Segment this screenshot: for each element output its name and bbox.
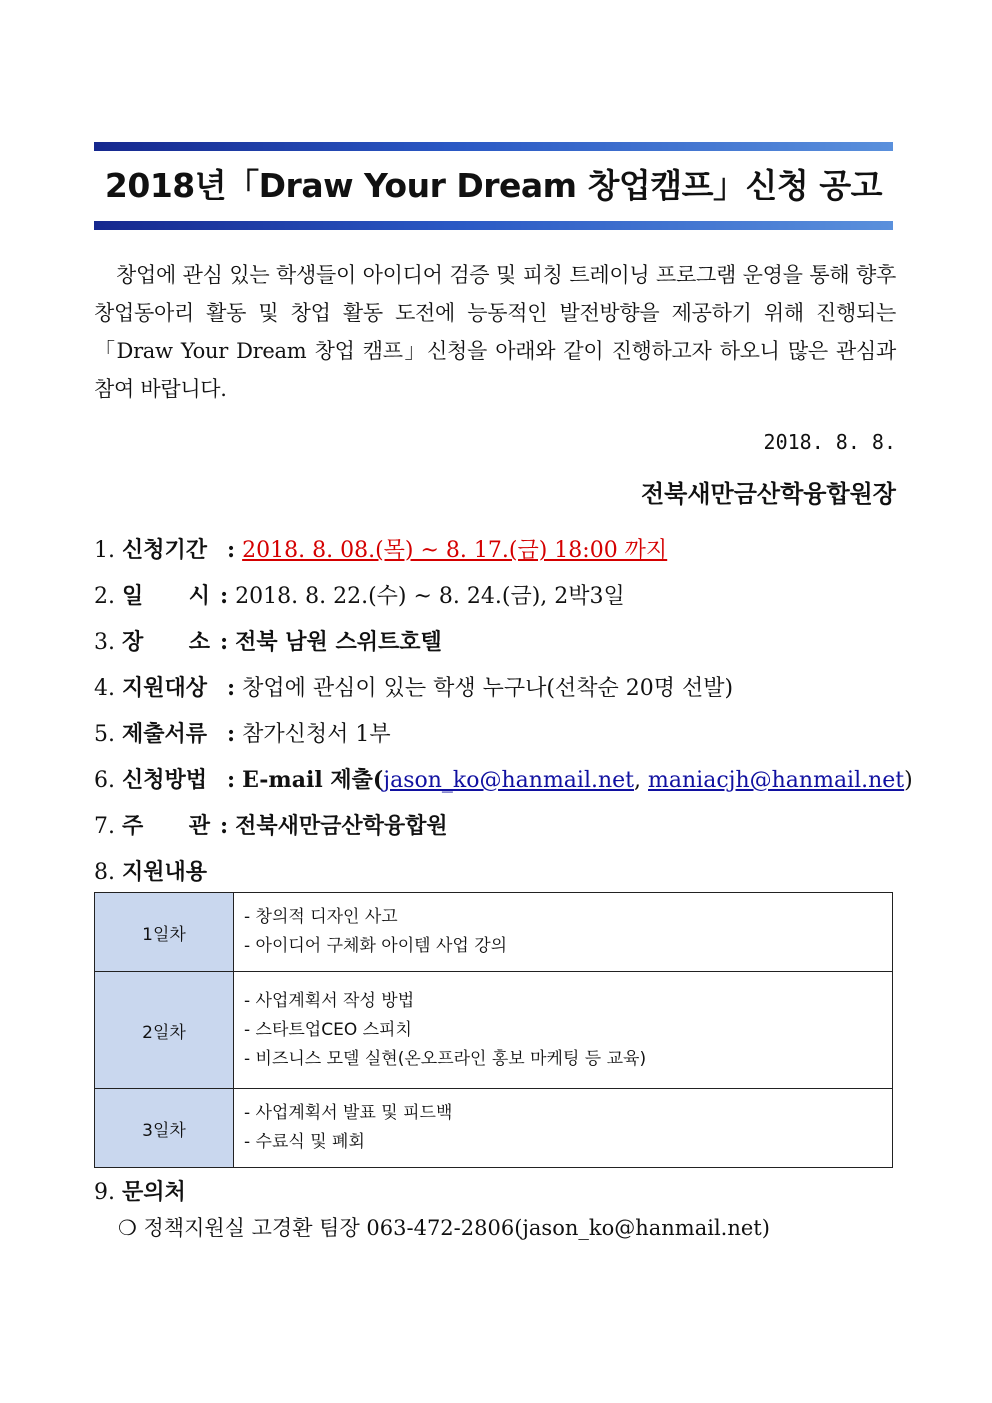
- item-eligibility: [94, 670, 733, 707]
- item-number: 1.: [94, 538, 115, 563]
- item-value: 전북 남원 스위트호텔: [235, 629, 442, 655]
- item-value: 2018. 8. 22.(수) ~ 8. 24.(금), 2박3일: [235, 584, 625, 609]
- item-label: 신청기간: [122, 537, 208, 563]
- title-bar-top: [94, 142, 893, 151]
- item-documents: [94, 716, 391, 753]
- item-contact: [94, 1174, 186, 1211]
- bullet-circle-icon: ❍: [118, 1216, 137, 1240]
- item-label: 주 관: [122, 813, 210, 839]
- activity-line: - 아이디어 구체화 아이템 사업 강의: [244, 936, 508, 956]
- organization-signature: 전북새만금산학융합원장: [640, 479, 896, 508]
- item-schedule-dates: [94, 578, 625, 615]
- contact-line: [118, 1210, 770, 1246]
- intro-paragraph: 창업에 관심 있는 학생들이 아이디어 검증 및 피칭 트레이닝 프로그램 운영을 통해 향후 창업동아리 활동 및 창업 활동 도전에 능동적인 발전방향을 제공하기 위해 진행되는「Draw Your Dream 창업 캠프」신청을 아래와 같이 진행하고자 하오니 많은 관심과 참여 바랍니다.: [94, 263, 896, 401]
- activity-line: - 사업계획서 작성 방법: [244, 990, 415, 1011]
- item-label: 신청방법: [122, 767, 208, 793]
- day-cell: 1일차: [95, 893, 234, 972]
- activities-cell: [234, 1089, 893, 1168]
- item-label: 지원내용: [122, 859, 208, 885]
- table-row: [95, 972, 893, 1089]
- day-cell: 2일차: [95, 972, 234, 1089]
- email-link-1[interactable]: jason_ko@hanmail.net: [383, 768, 635, 793]
- item-colon: :: [220, 583, 229, 609]
- item-host: [94, 808, 448, 845]
- activity-line: - 창의적 디자인 사고: [244, 907, 398, 927]
- item-number: 7.: [94, 814, 115, 839]
- activity-line: - 비즈니스 모델 실현(온오프라인 홍보 마케팅 등 교육): [244, 1048, 647, 1069]
- item-label: 지원대상: [122, 675, 208, 701]
- item-application-period: [94, 532, 667, 569]
- item-number: 9.: [94, 1180, 115, 1205]
- item-number: 2.: [94, 584, 115, 609]
- item-value-suffix: ): [904, 768, 913, 793]
- item-value: 참가신청서 1부: [242, 722, 391, 747]
- activity-line: - 사업계획서 발표 및 피드백: [244, 1103, 453, 1123]
- item-support-content: [94, 854, 207, 891]
- item-number: 3.: [94, 630, 115, 655]
- item-colon: :: [220, 813, 229, 839]
- item-venue: [94, 624, 442, 661]
- contact-text: 정책지원실 고경환 팀장 063-472-2806(jason_ko@hanmail.net): [143, 1216, 770, 1240]
- item-colon: :: [227, 537, 236, 563]
- item-colon: :: [227, 721, 236, 747]
- item-colon: :: [220, 629, 229, 655]
- item-number: 8.: [94, 860, 115, 885]
- email-separator: ,: [634, 768, 649, 793]
- title-bar-bottom: [94, 221, 893, 230]
- item-label: 장 소: [122, 629, 210, 655]
- item-value-prefix: E-mail 제출(: [242, 767, 384, 793]
- activity-line: - 스타트업CEO 스피치: [244, 1019, 412, 1040]
- item-number: 4.: [94, 676, 115, 701]
- item-label: 문의처: [122, 1179, 186, 1205]
- item-number: 5.: [94, 722, 115, 747]
- item-value: 전북새만금산학융합원: [235, 813, 448, 839]
- activities-cell: [234, 972, 893, 1089]
- day-cell: 3일차: [95, 1089, 234, 1168]
- item-colon: :: [227, 767, 236, 793]
- item-number: 6.: [94, 768, 115, 793]
- table-row: [95, 1089, 893, 1168]
- item-label: 일 시: [122, 583, 210, 609]
- item-colon: :: [227, 675, 236, 701]
- activity-line: - 수료식 및 폐회: [244, 1132, 365, 1152]
- item-value: 2018. 8. 08.(목) ~ 8. 17.(금) 18:00 까지: [242, 538, 668, 563]
- announcement-date: 2018. 8. 8.: [763, 430, 896, 454]
- email-link-2[interactable]: maniacjh@hanmail.net: [648, 768, 905, 793]
- activities-cell: [234, 893, 893, 972]
- item-label: 제출서류: [122, 721, 208, 747]
- item-application-method: [94, 762, 913, 799]
- table-row: [95, 893, 893, 972]
- page-title: 2018년「Draw Your Dream 창업캠프」신청 공고: [104, 166, 883, 205]
- item-value: 창업에 관심이 있는 학생 누구나(선착순 20명 선발): [242, 676, 734, 701]
- schedule-table: [94, 892, 893, 1168]
